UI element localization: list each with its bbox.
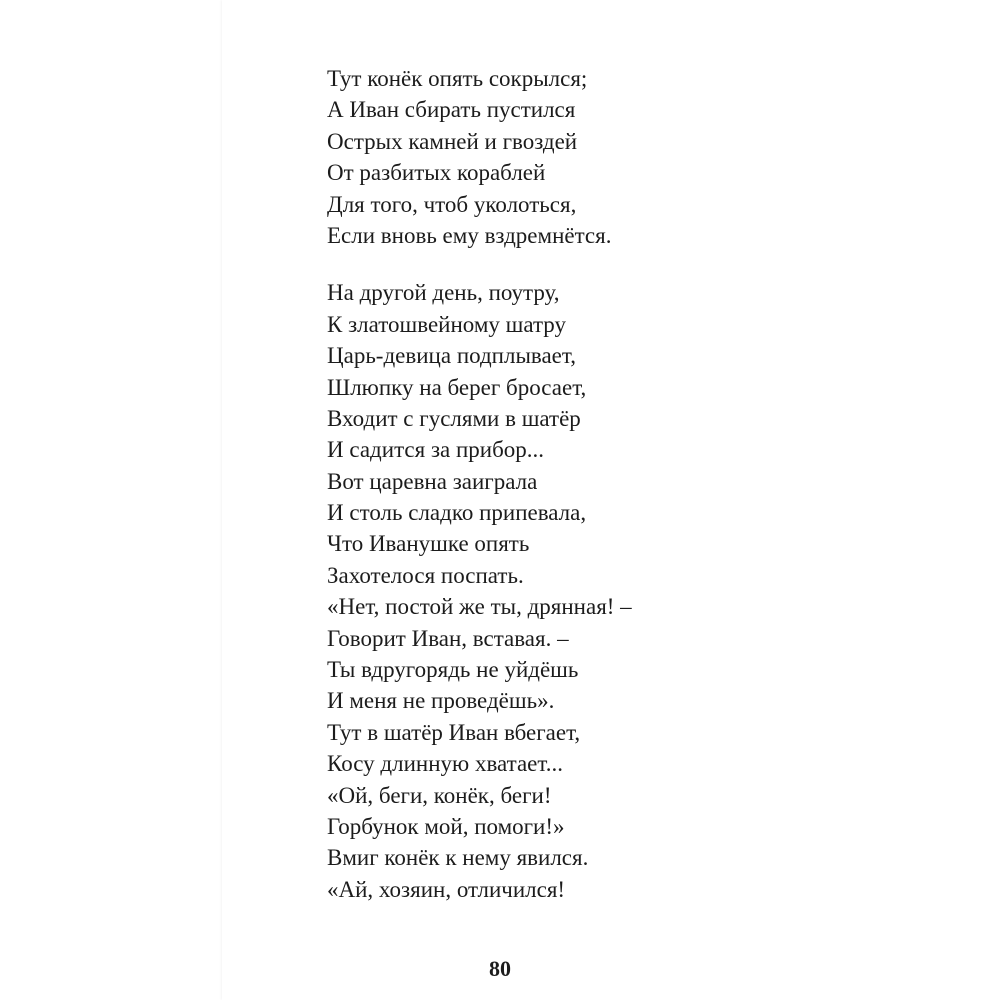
poem-line: На другой день, поутру, [327,280,560,306]
stanza-2 [327,277,632,905]
poem-line: А Иван сбирать пустился [327,97,576,123]
poem-line: Захотелося поспать. [327,562,524,588]
poem-line: Царь-девица подплывает, [327,343,576,369]
poem-line: Тут в шатёр Иван вбегает, [327,719,581,745]
poem-line: «Ой, беги, конёк, беги! [327,782,552,808]
poem-line: Острых камней и гвоздей [327,128,578,154]
page-margin [785,0,1000,1000]
stanza-1 [327,63,632,251]
poem-line: Шлюпку на берег бросает, [327,374,587,400]
poem-line: Вмиг конёк к нему явился. [327,845,589,871]
stanza-separator [327,251,632,277]
poem-line: Входит с гуслями в шатёр [327,405,581,431]
poem-line: Для того, чтоб уколоться, [327,191,577,217]
poem-line: От разбитых кораблей [327,160,546,186]
page-number: 80 [489,956,511,981]
poem-line: И садится за прибор... [327,437,545,463]
poem-line: Ты вдругорядь не уйдёшь [327,657,579,683]
poem-line: Что Иванушке опять [327,531,530,557]
poem-line: Говорит Иван, вставая. – [327,625,569,651]
poem-line: «Нет, постой же ты, дрянная! – [327,594,632,620]
poem-text [327,63,632,905]
poem-line: Горбунок мой, помоги!» [327,813,565,839]
poem-line: «Ай, хозяин, отличился! [327,876,566,902]
poem-line: К златошвейному шатру [327,311,566,337]
poem-line: И столь сладко припевала, [327,500,587,526]
poem-line: Косу длинную хватает... [327,751,563,777]
poem-line: Тут конёк опять сокрылся; [327,66,588,91]
poem-line: И меня не проведёшь». [327,688,555,714]
poem-line: Если вновь ему вздремнётся. [327,222,612,248]
poem-line: Вот царевна заиграла [327,468,538,494]
